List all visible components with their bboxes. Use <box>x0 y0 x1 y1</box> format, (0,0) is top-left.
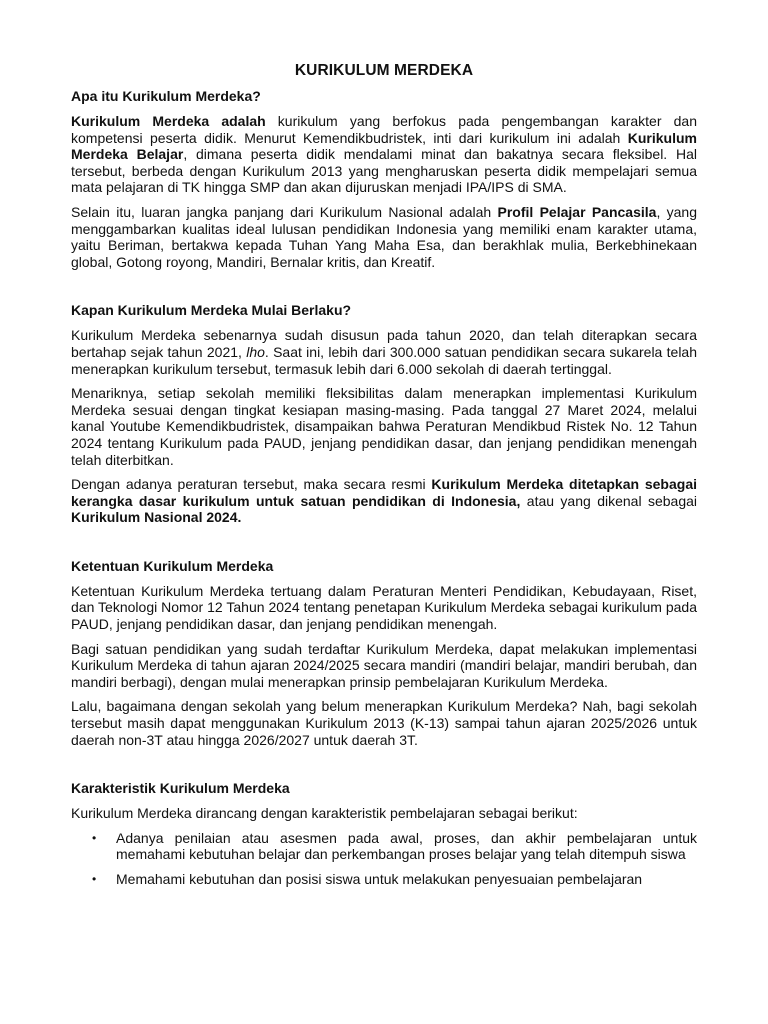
section-heading: Karakteristik Kurikulum Merdeka <box>71 780 290 797</box>
text-run: Selain itu, luaran jangka panjang dari Kurikulum Nasional adalah <box>71 203 498 220</box>
section-heading: Ketentuan Kurikulum Merdeka <box>71 557 274 574</box>
text-run: Kurikulum Merdeka sebenarnya sudah disusun pada tahun 2020, dan telah diterapkan secara bertahap sejak tahun 2021, <box>71 327 697 360</box>
bullet-icon: • <box>92 830 97 845</box>
bold-text: Profil Pelajar Pancasila <box>497 203 657 220</box>
paragraph <box>71 476 697 526</box>
text-run: atau yang dikenal sebagai <box>520 492 697 509</box>
bullet-list <box>71 830 697 888</box>
section-spacer <box>71 278 697 302</box>
text-run: , dimana peserta didik mendalami minat dan bakatnya secara fleksibel. Hal tersebut, berbeda dengan Kurikulum 2013 yang mengharuskan peserta didik mempelajari semua mata pelajaran di TK hingga SMP dan akan dijuruskan menjadi IPA/IPS di SMA. <box>71 146 697 196</box>
document-body <box>71 88 697 888</box>
paragraph <box>71 113 697 196</box>
paragraph <box>71 204 697 270</box>
paragraph <box>71 327 697 377</box>
text-run: Kurikulum Merdeka dirancang dengan karakteristik pembelajaran sebagai berikut: <box>71 805 578 822</box>
text-run: , yang menggambarkan kualitas ideal lulusan pendidikan Indonesia yang memiliki enam karakter utama, yaitu Beriman, bertakwa kepada Tuhan Yang Maha Esa, dan berakhlak mulia, Berkebhinekaan global, Gotong royong, Mandiri, Bernalar kritis, dan Kreatif. <box>71 203 697 270</box>
text-run: kurikulum yang berfokus pada pengembangan karakter dan kompetensi peserta didik. Menurut Kemendikbudristek, inti dari kurikulum ini adalah <box>71 113 697 146</box>
text-run: Dengan adanya peraturan tersebut, maka secara resmi <box>71 476 432 493</box>
italic-text: lho <box>246 343 265 360</box>
list-item <box>92 871 697 888</box>
bold-text: Kurikulum Merdeka ditetapkan sebagai kerangka dasar kurikulum untuk satuan pendidikan di Indonesia, <box>71 476 697 509</box>
section-spacer <box>71 534 697 558</box>
list-item-text: Memahami kebutuhan dan posisi siswa untuk melakukan penyesuaian pembelajaran <box>116 871 643 887</box>
list-item <box>92 829 697 863</box>
bold-text: Kurikulum Nasional 2024. <box>71 509 242 526</box>
paragraph <box>71 698 697 748</box>
text-run: Ketentuan Kurikulum Merdeka tertuang dalam Peraturan Menteri Pendidikan, Kebudayaan, Riset, dan Teknologi Nomor 12 Tahun 2024 tentang penetapan Kurikulum Merdeka sebagai kurikulum pada PAUD, jenjang pendidikan dasar, dan jenjang pendidikan menengah. <box>71 582 697 633</box>
section-spacer <box>71 756 697 780</box>
text-run: . Saat ini, lebih dari 300.000 satuan pendidikan secara sukarela telah menerapkan kurikulum tersebut, termasuk lebih dari 6.000 sekolah di daerah tertinggal. <box>71 343 697 377</box>
paragraph <box>71 385 697 468</box>
bold-text: Kurikulum Merdeka Belajar <box>71 129 697 163</box>
paragraph <box>71 641 697 691</box>
section-heading: Apa itu Kurikulum Merdeka? <box>71 88 261 104</box>
text-run: Menariknya, setiap sekolah memiliki fleksibilitas dalam menerapkan implementasi Kurikulum Merdeka sesuai dengan tingkat kesiapan masing-masing. Pada tanggal 27 Maret 2024, melalui kanal Youtube Kemendikbudristek, disampaikan bahwa Peraturan Mendikbud Ristek No. 12 Tahun 2024 tentang Kurikulum pada PAUD, jenjang pendidikan dasar, dan jenjang pendidikan menengah telah diterbitkan. <box>71 385 697 468</box>
list-item-text: Adanya penilaian atau asesmen pada awal, proses, dan akhir pembelajaran untuk memahami kebutuhan belajar dan perkembangan proses belajar yang telah ditempuh siswa <box>116 829 697 863</box>
bullet-icon: • <box>92 872 97 886</box>
text-run: Bagi satuan pendidikan yang sudah terdaftar Kurikulum Merdeka, dapat melakukan implementasi Kurikulum Merdeka di tahun ajaran 2024/2025 secara mandiri (mandiri belajar, mandiri berubah, dan mandiri berbagi), dengan mulai menerapkan prinsip pembelajaran Kurikulum Merdeka. <box>71 640 697 690</box>
paragraph <box>71 583 697 633</box>
paragraph <box>71 805 697 822</box>
bold-text: Kurikulum Merdeka adalah <box>71 113 266 129</box>
section-heading: Kapan Kurikulum Merdeka Mulai Berlaku? <box>71 302 352 319</box>
document-title: KURIKULUM MERDEKA <box>294 62 474 79</box>
text-run: Lalu, bagaimana dengan sekolah yang belum menerapkan Kurikulum Merdeka? Nah, bagi sekolah tersebut masih dapat menggunakan Kurikulum 2013 (K-13) sampai tahun ajaran 2025/2026 untuk daerah non-3T atau hingga 2026/2027 untuk daerah 3T. <box>71 698 697 748</box>
